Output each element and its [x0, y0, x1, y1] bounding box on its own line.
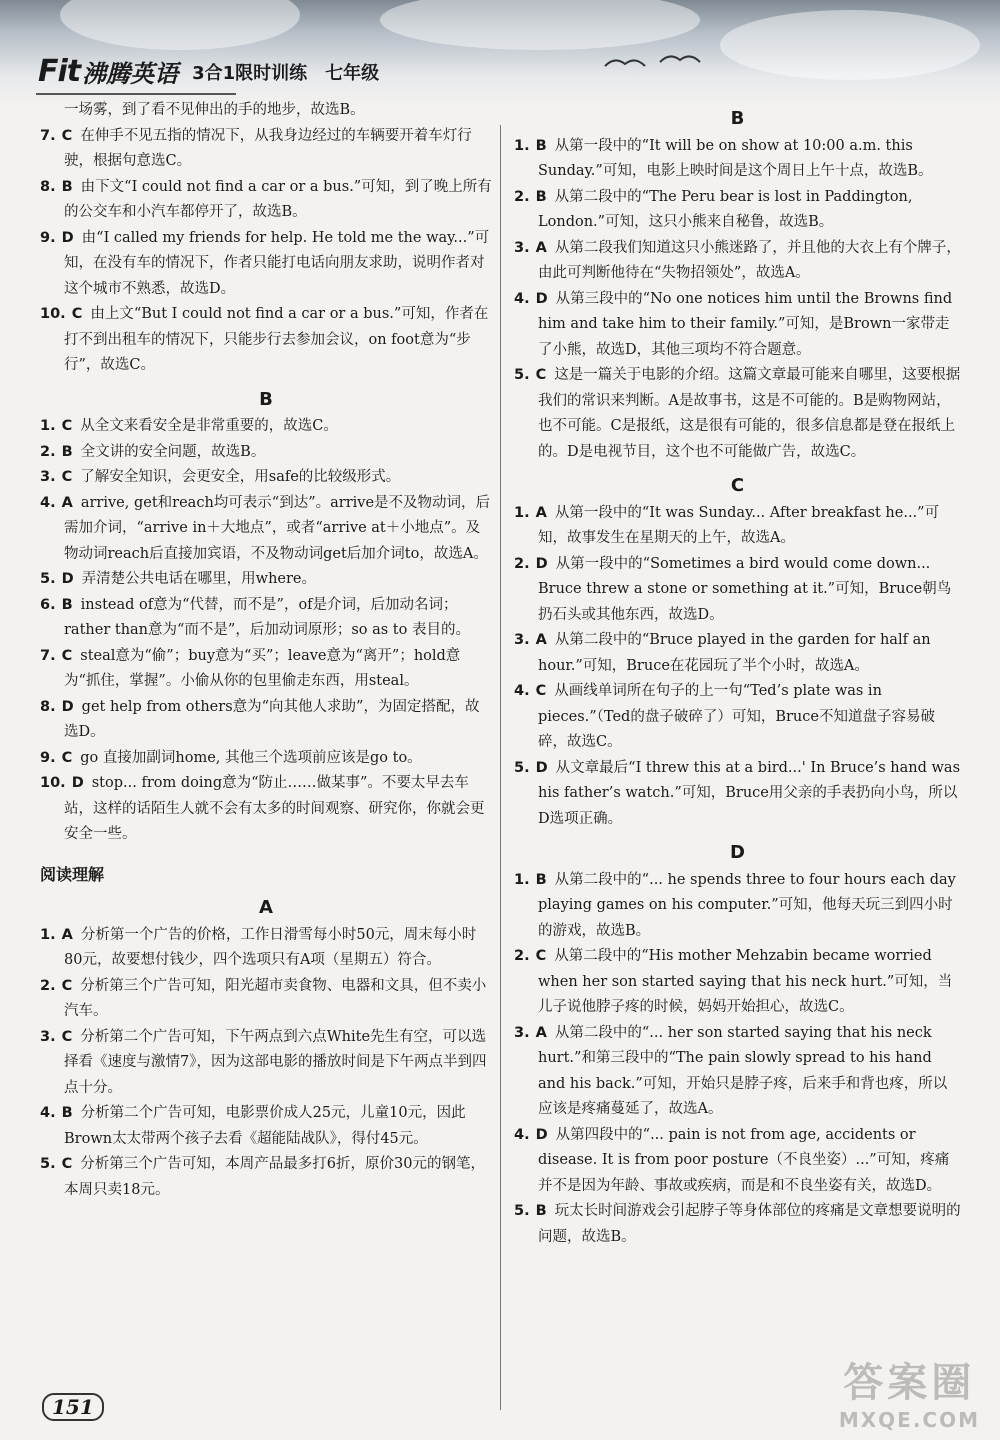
answer-letter: C	[535, 948, 547, 964]
answer-letter: D	[61, 229, 74, 246]
answer-item	[40, 593, 492, 644]
explanation-text: 全文讲的安全问题，故选B。	[80, 443, 266, 460]
explanation-text: 从全文来看安全是非常重要的，故选C。	[80, 418, 338, 434]
question-number: 1.	[40, 926, 56, 943]
watermark	[839, 1351, 980, 1432]
right-column	[514, 98, 961, 1250]
explanation-text: 分析第一个广告的价格，工作日滑雪每小时50元，周末每小时80元，故要想付钱少，四个选项只有A项（星期五）符合。	[64, 926, 477, 968]
question-number: 4.	[514, 1126, 530, 1143]
question-number: 2.	[40, 977, 56, 994]
question-number: 5.	[40, 571, 56, 587]
question-number: 2.	[514, 555, 530, 572]
answer-item	[514, 134, 961, 185]
explanation-text: 在伸手不见五指的情况下，从我身边经过的车辆要开着车灯行驶，根据句意选C。	[64, 127, 472, 169]
explanation-text: 从第二段中的“His mother Mehzabin became worried when her son started saying that his neck hurt.”可知，当儿子说他脖子疼的时候，妈妈开始担心，故选C。	[538, 948, 953, 1015]
answer-letter: D	[61, 698, 74, 715]
answer-letter: C	[61, 418, 73, 434]
answer-letter: B	[535, 137, 547, 154]
question-number: 3.	[514, 632, 530, 648]
question-number: 1.	[514, 137, 530, 154]
answer-letter: A	[535, 504, 547, 521]
explanation-text: 从第四段中的“... pain is not from age, accidents or disease. It is from poor posture（不良坐姿）...”可知，疼痛并不是因为年龄、事故或疾病，而是和不良坐姿有关，故选D。	[538, 1126, 950, 1194]
question-number: 9.	[40, 229, 56, 246]
answer-item	[514, 628, 961, 679]
answer-letter: B	[61, 178, 73, 195]
answer-item	[514, 868, 961, 945]
explanation-text: 从第一段中的“It will be on show at 10:00 a.m. this Sunday.”可知，电影上映时间是这个周日上午十点，故选B。	[538, 137, 933, 179]
explanation-text: instead of意为“代替，而不是”，of是介词，后加动名词；rather than意为“而不是”，后加动词原形；so as to 表目的。	[64, 596, 470, 638]
watermark-url: MXQE.COM	[838, 1408, 980, 1432]
answer-letter: D	[61, 571, 74, 587]
question-number: 5.	[514, 759, 530, 776]
answer-item	[514, 1021, 961, 1123]
answer-letter: B	[535, 871, 547, 888]
brand-logo: Fit	[38, 54, 81, 89]
explanation-text: 从第一段中的“It was Sunday... After breakfast he...”可知，故事发生在星期天的上午，故选A。	[538, 504, 940, 546]
answer-letter: B	[535, 1203, 547, 1219]
answer-item	[40, 124, 492, 175]
answer-item	[40, 465, 492, 491]
column-divider	[500, 125, 501, 1410]
answer-item	[40, 226, 492, 303]
answer-letter: D	[535, 555, 548, 572]
explanation-text: 从第二段中的“The Peru bear is lost in Paddington, London.”可知，这只小熊来自秘鲁，故选B。	[538, 188, 913, 230]
answer-item	[40, 414, 492, 440]
left-items-top	[40, 98, 492, 379]
page-header	[0, 0, 1000, 108]
section-d-items	[514, 868, 961, 1251]
question-number: 4.	[40, 494, 56, 511]
answer-letter: B	[61, 1105, 73, 1121]
question-number: 3.	[40, 469, 56, 485]
page-number: 151	[42, 1393, 104, 1421]
section-title: C	[730, 475, 745, 496]
answer-letter: C	[61, 127, 73, 144]
answer-item	[514, 185, 961, 236]
question-number: 5.	[514, 367, 530, 383]
explanation-text: go 直接加副词home, 其他三个选项前应该是go to。	[80, 749, 422, 766]
answer-letter: C	[61, 749, 73, 766]
answer-item	[40, 302, 492, 379]
section-title: D	[730, 842, 745, 863]
answer-item	[40, 1152, 492, 1203]
book-subtitle: 3合1限时训练 七年级	[192, 62, 380, 84]
answer-item	[40, 695, 492, 746]
question-number: 10.	[40, 306, 66, 322]
section-c-items	[514, 501, 961, 833]
answer-letter: D	[535, 1126, 548, 1143]
explanation-text: 了解安全知识，会更安全，用safe的比较级形式。	[80, 469, 401, 485]
answer-letter: B	[61, 443, 73, 460]
explanation-text: 从第二段中的“... he spends three to four hours each day playing games on his computer.”可知，他每天玩三到四小时的游戏，故选B。	[538, 871, 956, 939]
question-number: 2.	[514, 188, 530, 205]
answer-letter: D	[535, 759, 548, 776]
answer-letter: C	[535, 367, 547, 383]
question-number: 1.	[40, 418, 56, 434]
answer-item	[514, 944, 961, 1021]
section-a-items	[40, 923, 492, 1204]
answer-item	[40, 567, 492, 593]
answer-letter: C	[61, 469, 73, 485]
explanation-text: 玩太长时间游戏会引起脖子等身体部位的疼痛是文章想要说明的问题，故选B。	[538, 1203, 961, 1245]
answer-item	[514, 552, 961, 629]
question-number: 2.	[514, 948, 530, 964]
question-number: 1.	[514, 504, 530, 521]
brand-name: 沸腾英语	[82, 60, 179, 88]
watermark-text: 答案圈	[843, 1360, 976, 1406]
question-number: 7.	[40, 647, 56, 664]
answer-item	[514, 501, 961, 552]
question-number: 3.	[514, 1024, 530, 1041]
answer-letter: A	[61, 926, 73, 943]
answer-letter: A	[535, 239, 547, 256]
explanation-text: 弄清楚公共电话在哪里，用where。	[81, 571, 316, 587]
question-number: 3.	[40, 1028, 56, 1045]
explanation-text: 由上文“But I could not find a car or a bus.”可知，作者在打不到出租车的情况下，只能步行去参加会议，on foot意为“步行”，故选C。	[64, 306, 489, 373]
explanation-text: steal意为“偷”；buy意为“买”；leave意为“离开”；hold意为“抓住，掌握”。小偷从你的包里偷走东西，用steal。	[64, 647, 461, 689]
answer-letter: C	[71, 306, 83, 322]
question-number: 3.	[514, 239, 530, 256]
question-number: 8.	[40, 178, 56, 195]
section-title: B	[259, 388, 273, 410]
explanation-text: 分析第二个广告可知，电影票价成人25元，儿童10元，因此Brown太太带两个孩子去看《超能陆战队》，得付45元。	[64, 1105, 466, 1147]
answer-item	[514, 287, 961, 364]
question-number: 4.	[514, 290, 530, 307]
question-number: 8.	[40, 698, 56, 715]
explanation-text: 分析第三个广告可知，本周产品最多打6折，原价30元的钢笔，本周只卖18元。	[64, 1156, 485, 1198]
answer-letter: D	[71, 775, 84, 791]
birds-icon	[600, 48, 710, 78]
answer-item	[40, 746, 492, 772]
cloud-decoration	[720, 10, 980, 80]
brand	[38, 54, 379, 89]
answer-item	[514, 1199, 961, 1250]
section-title: B	[730, 108, 745, 129]
explanation-text: 从第二段中的“Bruce played in the garden for half an hour.”可知，Bruce在花园玩了半个小时，故选A。	[538, 632, 931, 674]
answer-letter: C	[61, 647, 73, 664]
question-number: 9.	[40, 749, 56, 766]
answer-letter: A	[535, 632, 547, 648]
explanation-text: 由下文“I could not find a car or a bus.”可知，到了晚上所有的公交车和小汽车都停开了，故选B。	[64, 178, 492, 220]
continued-text: 一场雾，到了看不见伸出的手的地步，故选B。	[64, 102, 365, 118]
left-column	[40, 98, 492, 1203]
explanation-text: 分析第二个广告可知，下午两点到六点White先生有空，可以选择看《速度与激情7》，因为这部电影的播放时间是下午两点半到四点十分。	[64, 1028, 487, 1096]
explanation-text: arrive, get和reach均可表示“到达”。arrive是不及物动词，后需加介词，“arrive in＋大地点”，或者“arrive at＋小地点”。及物动词reach后直接加宾语，不及物动词get后加介词to，故选A。	[64, 494, 491, 562]
question-number: 6.	[40, 596, 56, 613]
answer-item	[514, 679, 961, 756]
question-number: 10.	[40, 775, 66, 791]
answer-letter: D	[535, 290, 548, 307]
answer-item	[514, 1123, 961, 1200]
question-number: 4.	[40, 1105, 56, 1121]
cloud-decoration	[60, 0, 300, 50]
explanation-text: 从第一段中的“Sometimes a bird would come down... Bruce threw a stone or something at it.”可知，Bruce朝鸟扔石头或其他东西，故选D。	[538, 555, 952, 623]
explanation-text: 从第二段我们知道这只小熊迷路了，并且他的大衣上有个牌子，由此可判断他待在“失物招领处”，故选A。	[538, 239, 961, 281]
answer-item	[40, 175, 492, 226]
explanation-text: 这是一篇关于电影的介绍。这篇文章最可能来自哪里，这要根据我们的常识来判断。A是故事书，这是不可能的。B是购物网站，也不可能。C是报纸，这是很有可能的，很多信息都是登在报纸上的。D是电视节目，这个也不可能做广告，故选C。	[538, 367, 961, 460]
answer-letter: B	[535, 188, 547, 205]
reading-title: 阅读理解	[40, 864, 105, 884]
explanation-text: 分析第三个广告可知，阳光超市卖食物、电器和文具，但不卖小汽车。	[64, 977, 487, 1019]
answer-item	[40, 923, 492, 974]
explanation-text: 由“I called my friends for help. He told me the way...”可知，在没有车的情况下，作者只能打电话向朋友求助，说明作者对这个城市不熟悉，故选D。	[64, 229, 490, 297]
answer-item	[40, 1101, 492, 1152]
answer-item	[40, 771, 492, 848]
answer-letter: B	[61, 596, 73, 613]
answer-letter: A	[61, 494, 73, 511]
answer-letter: C	[61, 1156, 73, 1172]
explanation-text: 从画线单词所在句子的上一句“Ted’s plate was in pieces.”（Ted的盘子破碎了）可知，Bruce不知道盘子容易破碎，故选C。	[538, 683, 935, 750]
answer-letter: A	[535, 1024, 547, 1041]
explanation-text: 从第二段中的“... her son started saying that his neck hurt.”和第三段中的“The pain slowly spread to his hand and his back.”可知，开始只是脖子疼，后来手和背也疼，所以应该是疼痛蔓延了，故选A。	[538, 1024, 948, 1117]
answer-item	[40, 491, 492, 568]
answer-item	[40, 644, 492, 695]
question-number: 1.	[514, 871, 530, 888]
answer-letter: C	[61, 977, 73, 994]
section-title: A	[259, 897, 273, 918]
question-number: 5.	[514, 1203, 530, 1219]
explanation-text: stop... from doing意为“防止……做某事”。不要太早去车站，这样的话陌生人就不会有太多的时间观察、研究你，你就会更安全一些。	[64, 775, 485, 842]
question-number: 4.	[514, 683, 530, 699]
answer-item	[40, 974, 492, 1025]
header-rule	[36, 93, 236, 95]
answer-item	[514, 236, 961, 287]
answer-letter: C	[61, 1028, 73, 1045]
answer-item	[514, 756, 961, 833]
cloud-decoration	[380, 0, 700, 50]
explanation-text: get help from others意为“向其他人求助”，为固定搭配，故选D。	[64, 698, 480, 740]
answer-letter: C	[535, 683, 547, 699]
answer-item	[40, 440, 492, 466]
question-number: 7.	[40, 127, 56, 144]
section-b-items	[514, 134, 961, 466]
answer-item	[514, 363, 961, 465]
answer-item	[40, 1025, 492, 1102]
section-b-items	[40, 414, 492, 848]
explanation-text: 从文章最后“I threw this at a bird...' In Bruce’s hand was his father’s watch.”可知，Bruce用父亲的手表扔向小鸟，所以D选项正确。	[538, 759, 961, 827]
explanation-text: 从第三段中的“No one notices him until the Browns find him and take him to their family.”可知，是Brown一家带走了小熊，故选D，其他三项均不符合题意。	[538, 290, 953, 358]
question-number: 5.	[40, 1156, 56, 1172]
question-number: 2.	[40, 443, 56, 460]
